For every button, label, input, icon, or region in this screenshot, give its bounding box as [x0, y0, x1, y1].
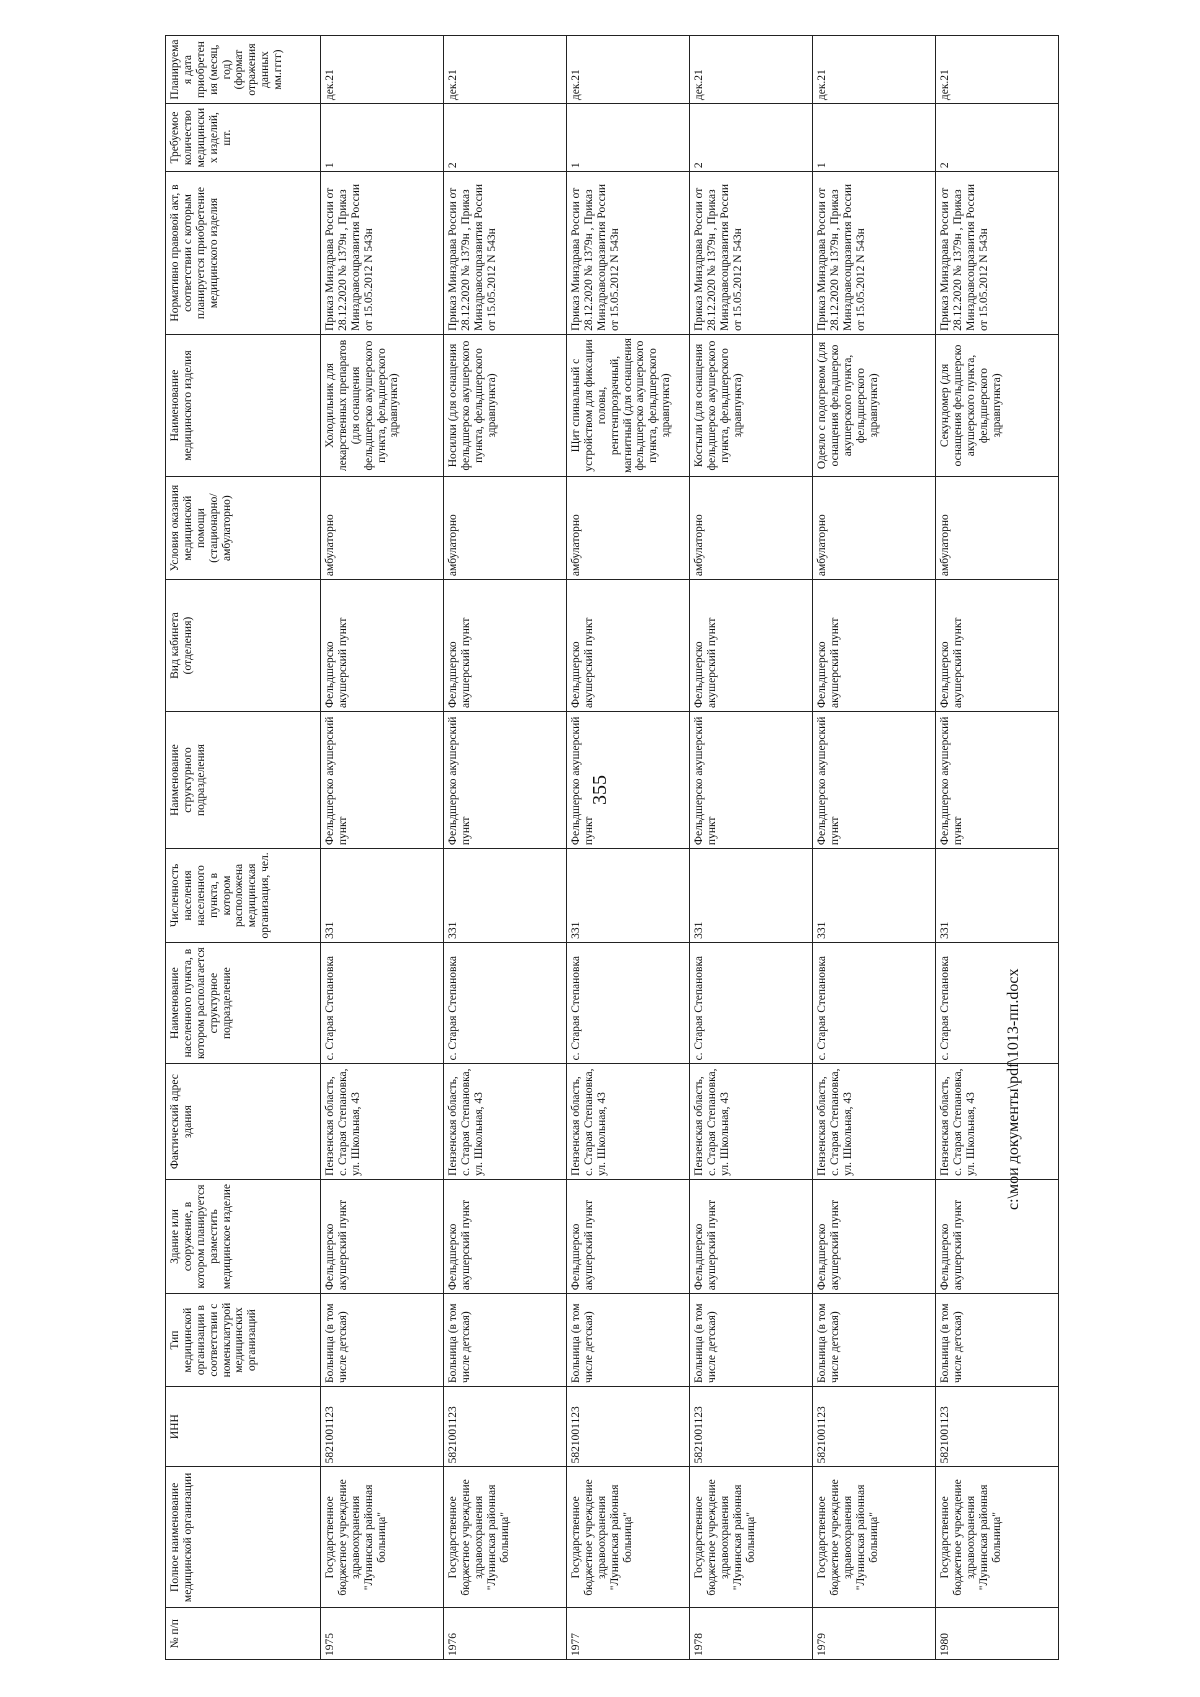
cell-address: Пензенская область, с. Старая Степановка, ул. Школьная, 43	[690, 1064, 813, 1179]
table-row	[321, 36, 444, 1660]
cell-cabinet: Фельдшерско акушерский пункт	[936, 580, 1059, 712]
cell-org: Государственное бюджетное учреждение здравоохранения "Лунинская районная больница"	[690, 1467, 813, 1608]
cell-num: 1976	[444, 1608, 567, 1660]
cell-unit: Фельдшерско акушерский пункт	[321, 712, 444, 849]
column-header: Наименование структурного подразделения	[166, 712, 321, 849]
cell-act: Приказ Минздрава России от 28.12.2020 № 1379н , Приказ Минздравсоцразвития России от 15.05.2012 N 543н	[321, 172, 444, 335]
cell-settlement: с. Старая Степановка	[444, 942, 567, 1064]
cell-conditions: амбулаторно	[690, 477, 813, 580]
cell-qty: 1	[321, 104, 444, 172]
cell-cabinet: Фельдшерско акушерский пункт	[813, 580, 936, 712]
column-header: Наименование медицинского изделия	[166, 334, 321, 476]
cell-building: Фельдшерско акушерский пункт	[936, 1179, 1059, 1293]
cell-inn: 5821001123	[444, 1386, 567, 1466]
cell-inn: 5821001123	[936, 1386, 1059, 1466]
cell-org: Государственное бюджетное учреждение здравоохранения "Лунинская районная больница"	[567, 1467, 690, 1608]
cell-act: Приказ Минздрава России от 28.12.2020 № 1379н , Приказ Минздравсоцразвития России от 15.05.2012 N 543н	[567, 172, 690, 335]
cell-address: Пензенская область, с. Старая Степановка, ул. Школьная, 43	[813, 1064, 936, 1179]
cell-conditions: амбулаторно	[321, 477, 444, 580]
cell-device: Щит спинальный с устройством для фиксации головы, рентгенпрозрачный, магнитный (для оснащения фельдшерско акушерского пункта, фельдшерского здравпункта)	[567, 334, 690, 476]
table-row	[567, 36, 690, 1660]
column-header: Численность населения населенного пункта, в котором расположена медицинская организация, чел.	[166, 849, 321, 943]
cell-date: дек.21	[567, 36, 690, 104]
cell-inn: 5821001123	[321, 1386, 444, 1466]
cell-population: 331	[936, 849, 1059, 943]
cell-population: 331	[690, 849, 813, 943]
column-header: Полное наименование медицинской организации	[166, 1467, 321, 1608]
cell-date: дек.21	[690, 36, 813, 104]
cell-settlement: с. Старая Степановка	[321, 942, 444, 1064]
cell-type: Больница (в том числе детская)	[813, 1294, 936, 1387]
cell-device: Одеяло с подогревом (для оснащения фельдшерско акушерского пункта, фельдшерского здравпункта)	[813, 334, 936, 476]
cell-cabinet: Фельдшерско акушерский пункт	[690, 580, 813, 712]
cell-population: 331	[444, 849, 567, 943]
column-header: Условия оказания медицинской помощи (стационарно/ амбулаторно)	[166, 477, 321, 580]
cell-settlement: с. Старая Степановка	[690, 942, 813, 1064]
cell-num: 1978	[690, 1608, 813, 1660]
cell-unit: Фельдшерско акушерский пункт	[936, 712, 1059, 849]
page-number: 355	[589, 775, 611, 805]
table-row	[690, 36, 813, 1660]
column-header: Нормативно правовой акт, в соответствии с которым планируется приобретение медицинского изделия	[166, 172, 321, 335]
cell-unit: Фельдшерско акушерский пункт	[444, 712, 567, 849]
cell-population: 331	[567, 849, 690, 943]
cell-building: Фельдшерско акушерский пункт	[690, 1179, 813, 1293]
cell-act: Приказ Минздрава России от 28.12.2020 № 1379н , Приказ Минздравсоцразвития России от 15.05.2012 N 543н	[936, 172, 1059, 335]
column-header: Требуемое количество медицинских изделий, шт.	[166, 104, 321, 172]
cell-qty: 2	[444, 104, 567, 172]
cell-cabinet: Фельдшерско акушерский пункт	[444, 580, 567, 712]
cell-qty: 2	[690, 104, 813, 172]
table-row	[813, 36, 936, 1660]
cell-type: Больница (в том числе детская)	[444, 1294, 567, 1387]
column-header: Здание или сооружение, в котором планируется разместить медицинское изделие	[166, 1179, 321, 1293]
cell-settlement: с. Старая Степановка	[567, 942, 690, 1064]
page-number-container	[570, 760, 630, 820]
cell-conditions: амбулаторно	[936, 477, 1059, 580]
cell-qty: 2	[936, 104, 1059, 172]
cell-inn: 5821001123	[690, 1386, 813, 1466]
cell-date: дек.21	[321, 36, 444, 104]
cell-date: дек.21	[813, 36, 936, 104]
cell-cabinet: Фельдшерско акушерский пункт	[567, 580, 690, 712]
cell-building: Фельдшерско акушерский пункт	[444, 1179, 567, 1293]
cell-unit: Фельдшерско акушерский пункт	[690, 712, 813, 849]
cell-act: Приказ Минздрава России от 28.12.2020 № 1379н , Приказ Минздравсоцразвития России от 15.05.2012 N 543н	[813, 172, 936, 335]
cell-org: Государственное бюджетное учреждение здравоохранения "Лунинская районная больница"	[321, 1467, 444, 1608]
cell-conditions: амбулаторно	[813, 477, 936, 580]
cell-org: Государственное бюджетное учреждение здравоохранения "Лунинская районная больница"	[813, 1467, 936, 1608]
cell-date: дек.21	[444, 36, 567, 104]
cell-device: Костыли (для оснащения фельдшерско акушерского пункта, фельдшерского здравпункта)	[690, 334, 813, 476]
cell-address: Пензенская область, с. Старая Степановка, ул. Школьная, 43	[567, 1064, 690, 1179]
cell-unit: Фельдшерско акушерский пункт	[813, 712, 936, 849]
cell-device: Холодильник для лекарственных препаратов (для оснащения фельдшерско акушерского пункта, фельдшерского здравпункта)	[321, 334, 444, 476]
cell-num: 1980	[936, 1608, 1059, 1660]
column-header: № п/п	[166, 1608, 321, 1660]
column-header: Вид кабинета (отделения)	[166, 580, 321, 712]
cell-building: Фельдшерско акушерский пункт	[813, 1179, 936, 1293]
cell-type: Больница (в том числе детская)	[936, 1294, 1059, 1387]
cell-conditions: амбулаторно	[444, 477, 567, 580]
cell-device: Носилки (для оснащения фельдшерско акушерского пункта, фельдшерского здравпункта)	[444, 334, 567, 476]
cell-unit: Фельдшерско акушерский пункт	[567, 712, 690, 849]
cell-act: Приказ Минздрава России от 28.12.2020 № 1379н , Приказ Минздравсоцразвития России от 15.05.2012 N 543н	[444, 172, 567, 335]
registry-table	[165, 35, 1059, 1660]
cell-cabinet: Фельдшерско акушерский пункт	[321, 580, 444, 712]
cell-num: 1977	[567, 1608, 690, 1660]
header-row	[166, 36, 321, 1660]
cell-qty: 1	[567, 104, 690, 172]
cell-inn: 5821001123	[567, 1386, 690, 1466]
column-header: ИНН	[166, 1386, 321, 1466]
cell-org: Государственное бюджетное учреждение здравоохранения "Лунинская районная больница"	[936, 1467, 1059, 1608]
cell-settlement: с. Старая Степановка	[813, 942, 936, 1064]
cell-address: Пензенская область, с. Старая Степановка, ул. Школьная, 43	[936, 1064, 1059, 1179]
cell-building: Фельдшерско акушерский пункт	[321, 1179, 444, 1293]
cell-num: 1979	[813, 1608, 936, 1660]
table-row	[444, 36, 567, 1660]
cell-type: Больница (в том числе детская)	[690, 1294, 813, 1387]
column-header: Наименование населенного пункта, в котором располагается структурное подразделение	[166, 942, 321, 1064]
cell-act: Приказ Минздрава России от 28.12.2020 № 1379н , Приказ Минздравсоцразвития России от 15.05.2012 N 543н	[690, 172, 813, 335]
cell-type: Больница (в том числе детская)	[321, 1294, 444, 1387]
cell-population: 331	[321, 849, 444, 943]
cell-address: Пензенская область, с. Старая Степановка, ул. Школьная, 43	[321, 1064, 444, 1179]
cell-address: Пензенская область, с. Старая Степановка, ул. Школьная, 43	[444, 1064, 567, 1179]
cell-device: Секундомер (для оснащения фельдшерско акушерского пункта, фельдшерского здравпункта)	[936, 334, 1059, 476]
cell-population: 331	[813, 849, 936, 943]
table-body	[321, 36, 1059, 1660]
cell-inn: 5821001123	[813, 1386, 936, 1466]
document-sheet	[165, 35, 1065, 1660]
footer-file-path: c:\мои документы\pdf\1013-пп.docx	[1005, 968, 1022, 1210]
cell-type: Больница (в том числе детская)	[567, 1294, 690, 1387]
cell-conditions: амбулаторно	[567, 477, 690, 580]
cell-building: Фельдшерско акушерский пункт	[567, 1179, 690, 1293]
cell-settlement: с. Старая Степановка	[936, 942, 1059, 1064]
column-header: Планируемая дата приобретения (месяц, год) (формат отражения данных мм.гггг)	[166, 36, 321, 104]
cell-date: дек.21	[936, 36, 1059, 104]
table-row	[936, 36, 1059, 1660]
cell-org: Государственное бюджетное учреждение здравоохранения "Лунинская районная больница"	[444, 1467, 567, 1608]
column-header: Фактический адрес здания	[166, 1064, 321, 1179]
column-header: Тип медицинской организации в соответствии с номенклатурой медицинских организаций	[166, 1294, 321, 1387]
cell-num: 1975	[321, 1608, 444, 1660]
cell-qty: 1	[813, 104, 936, 172]
